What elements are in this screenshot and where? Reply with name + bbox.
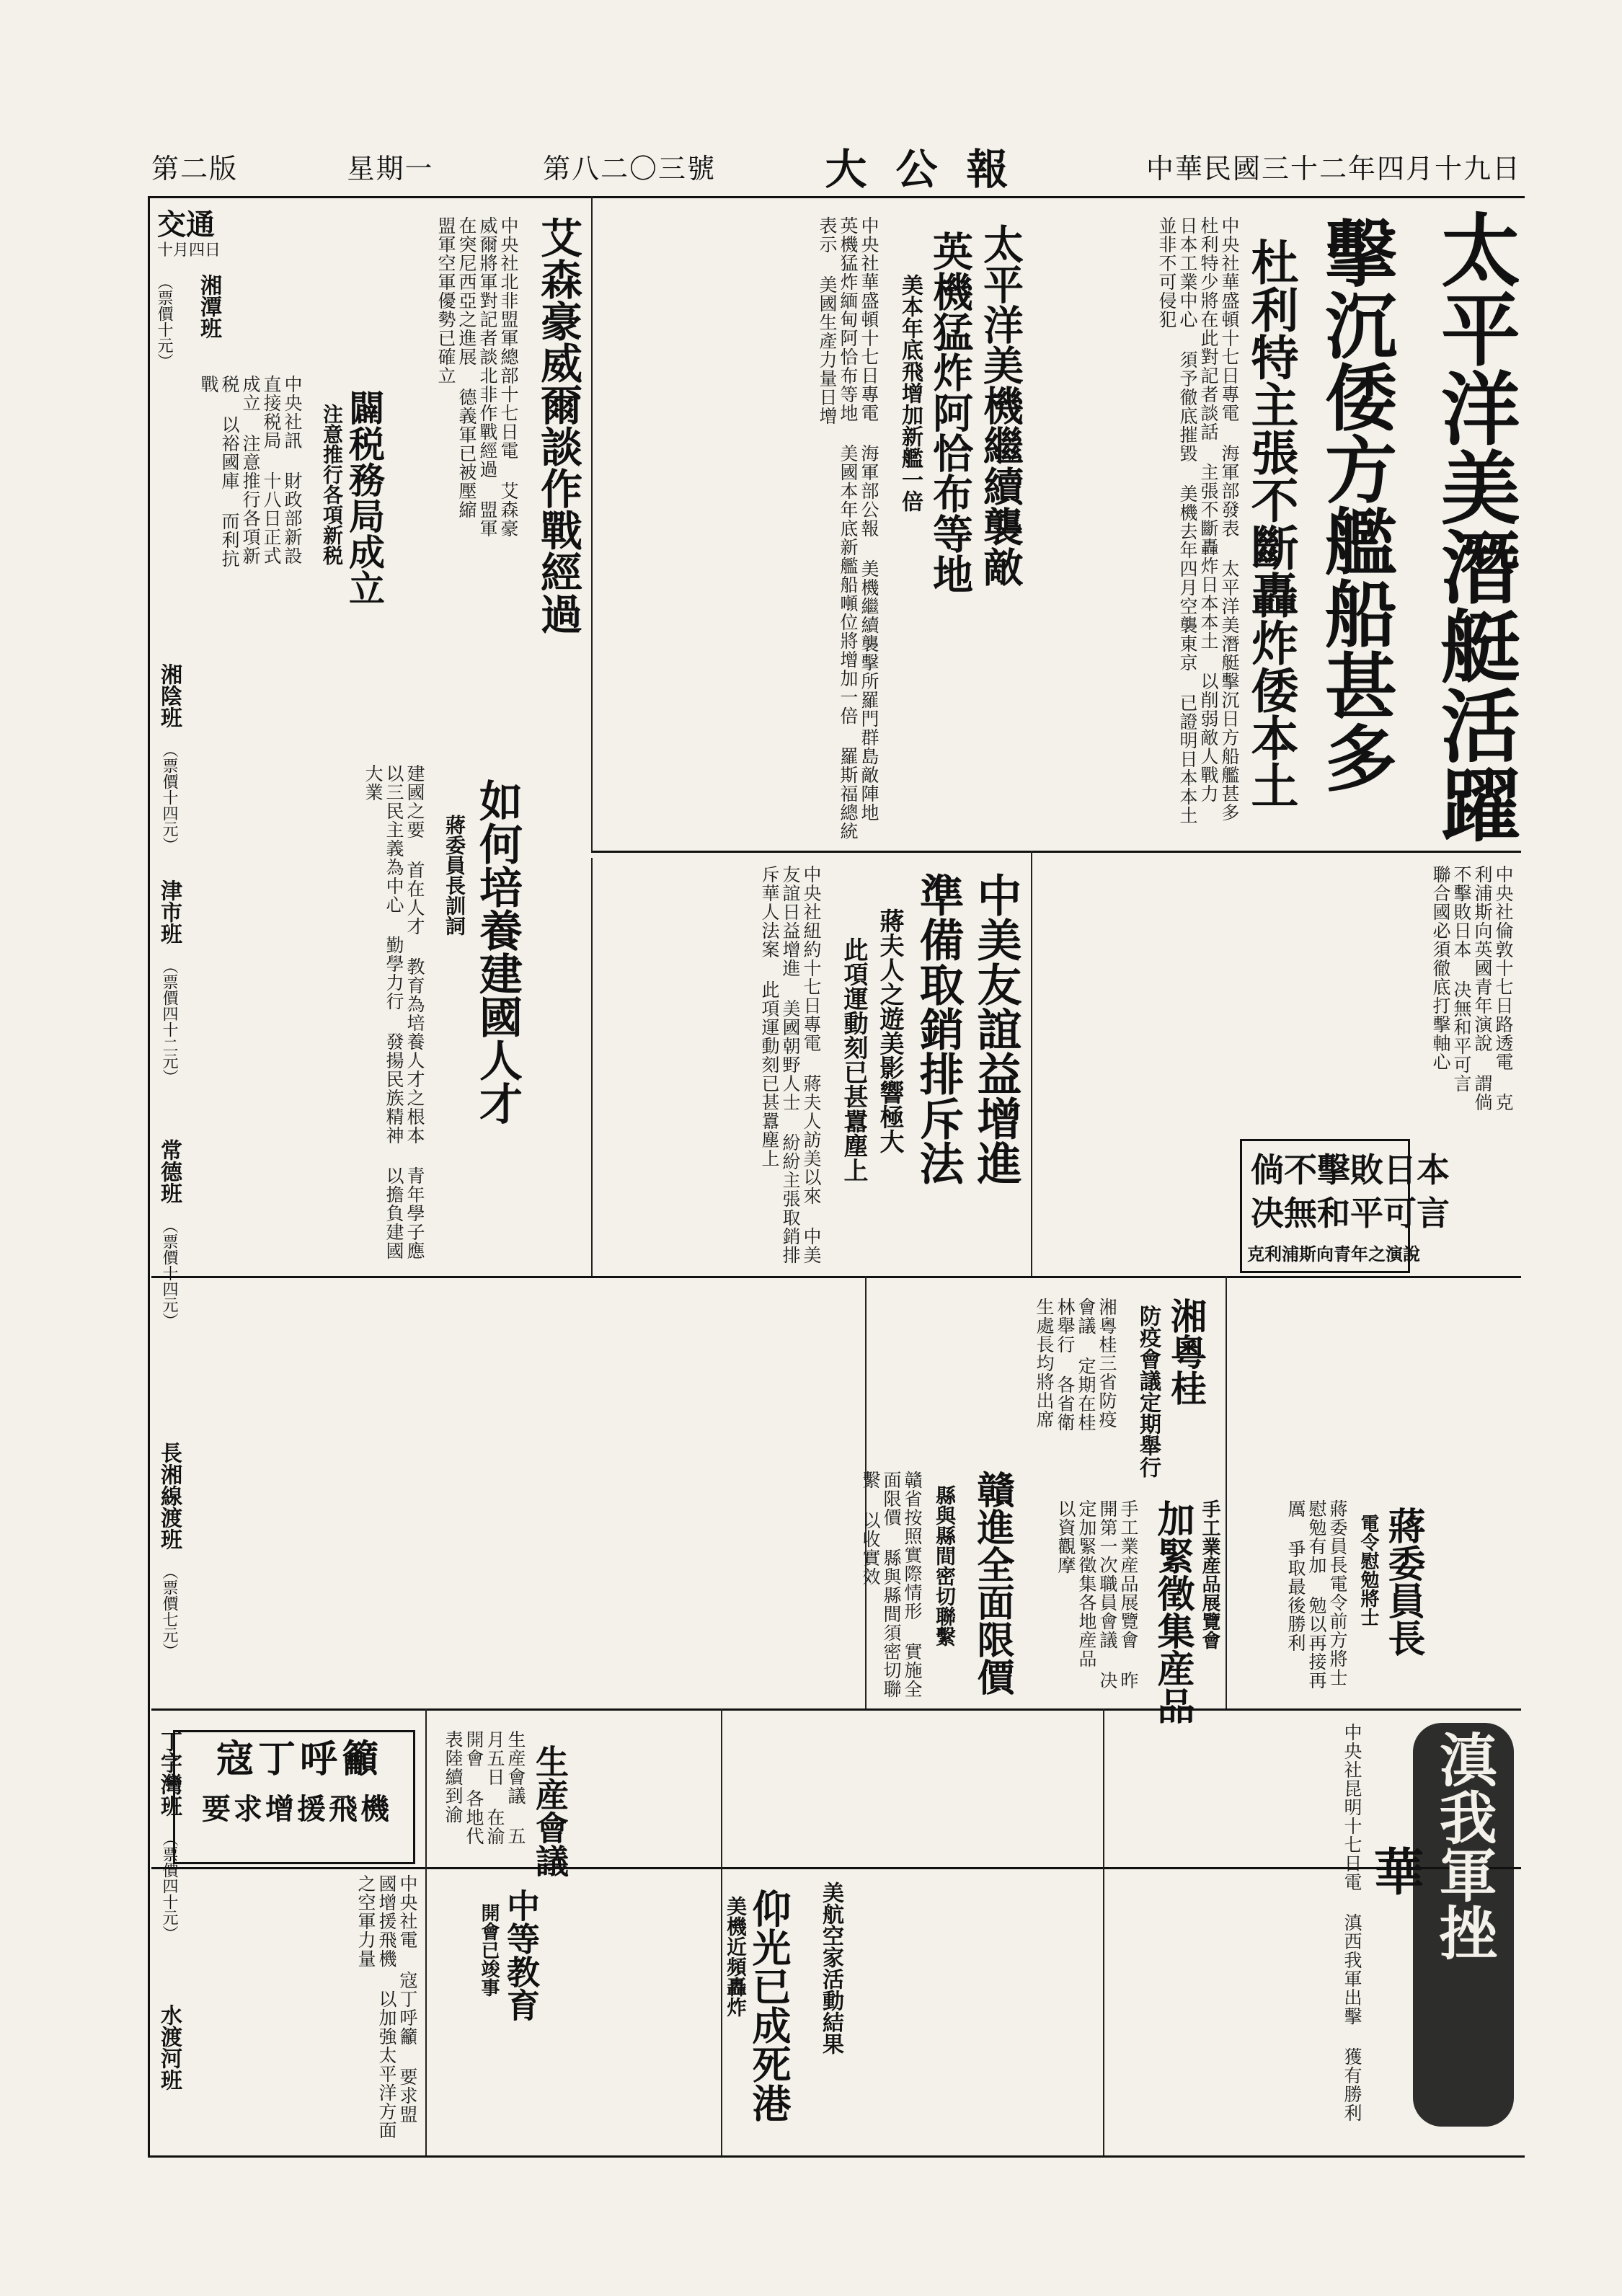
route-name: 長湘線渡班 [156,1442,182,1550]
story13-headline-1: 寇丁呼籲 [216,1737,384,1781]
story7-body: 中央社倫敦十七日路透電 克利浦斯向英國青年演說 謂倘不擊敗日本 决無和平可言 聯合國必須徹底打擊軸心 [1430,865,1514,1112]
story2-headline-1: 太平洋美機繼續襲敵 [977,223,1024,587]
left-column-tag: 交通 [157,208,215,241]
masthead-title: 大公報 [825,145,1037,194]
story10-body: 手工業産品展覽會 昨開第一次職員會議 决定加緊徵集各地産品 以資觀摩 [1055,1499,1139,1690]
story11-body: 蔣委員長電令前方將士 慰勉有加 勉以再接再厲 爭取最後勝利 [1285,1499,1348,1690]
route-name: 湘陰班 [156,663,182,728]
story16-headline: 中等教育 [502,1889,541,2021]
story9-body: 贛省按照實際情形 實施全面限價 縣與縣間須密切聯繫 以收實效 [860,1471,923,1698]
column-rule-h [425,1708,427,2155]
page-bottom-rule [148,2155,1525,2158]
story10-headline: 加緊徵集産品 [1151,1499,1195,1724]
column-rule-f [1103,1708,1104,2155]
section-rule-2 [151,1276,1521,1278]
story2-headline-2: 英機猛炸阿恰布等地 [926,231,974,594]
route-name: 湘潭班 [196,274,221,339]
story3-headline: 艾森豪威爾談作戰經過 [533,216,582,634]
story2-body: 中央社華盛頓十七日專電 海軍部公報 美機繼續襲擊所羅門群島敵陣地 英機猛炸緬甸阿恰布等地 美國本年底新艦船噸位將增加一倍 羅斯福總統表示 美國生產力量日增 [817,216,879,841]
route-item [153,1442,185,1659]
story8-subhead: 防疫會議定期舉行 [1135,1305,1161,1478]
story6-headline-1: 中美友誼益增進 [970,872,1022,1185]
story6-headline-2: 準備取銷排斥法 [912,872,965,1185]
route-note: （票價四十二元） [160,958,178,1085]
story3-body: 中央社北非盟軍總部十七日電 艾森豪威爾將軍對記者談北非作戰經過 盟軍在突尼西亞之進展 德義軍已被壓縮 盟軍空軍優勢已確立 [435,216,519,538]
masthead-date: 中華民國三十二年四月十九日 [1145,152,1521,185]
story15-subhead: 美機近頻轟炸 [724,1896,748,2017]
section-rule-1 [591,851,1521,853]
story6-body: 中央社紐約十七日專電 蔣夫人訪美以來 中美友誼日益增進 美國朝野人士 紛紛主張取銷排斥華人法案 此項運動刻已甚囂塵上 [759,865,822,1264]
route-name: 丁字灣班 [156,1730,182,1817]
masthead-issue: 第八二〇三號 [542,152,716,185]
lead-headline-2: 擊沉倭方艦船甚多 [1313,216,1398,793]
story6-subhead-2: 此項運動刻已甚囂塵上 [839,937,868,1182]
story14-headline: 生産會議 [531,1745,570,1877]
story5-subhead: 蔣委員長訓詞 [443,815,466,936]
story12-headline-1: 滇我軍挫 [1430,1730,1497,1961]
route-note: （票價十元） [155,274,173,369]
story7-headline-1: 倘不擊敗日本 [1251,1151,1450,1189]
masthead-rule [148,196,1525,198]
story12-body: 中央社昆明十七日電 滇西我軍出擊 獲有勝利 [1342,1723,1362,2122]
story9-subhead: 縣與縣間密切聯繫 [933,1485,957,1646]
story13-body: 中央社電 寇丁呼籲 要求盟國增援飛機 以加強太平洋方面之空軍力量 [355,1874,418,2140]
story12-headline-2: 華 [1365,1845,1425,1896]
column-rule-e [1226,1276,1227,1708]
route-name: 津市班 [156,879,182,944]
route-note: （票價四十元） [160,1830,178,1941]
masthead [151,137,1521,195]
story16-subhead: 開會已竣事 [478,1903,500,1997]
story4-headline: 闢税務局成立 [343,389,386,606]
lead-headline-3: 杜利特主張不斷轟炸倭本土 [1243,238,1299,809]
route-note: （票價十四元） [160,742,178,853]
story9-headline: 贛進全面限價 [970,1471,1014,1696]
story7-subhead: 克利浦斯向青年之演說 [1247,1244,1420,1264]
route-name: 常德班 [156,1139,182,1204]
section-rule-3 [151,1708,1521,1711]
story14-body: 生産會議 五月五日 在渝開會 各地代表陸續到渝 [443,1730,526,1845]
masthead-weekday: 星期一 [347,152,434,185]
route-note: （票價十四元） [160,1218,178,1329]
route-note: （票價七元） [160,1564,178,1659]
column-rule-b [591,858,593,1276]
column-rule-a [1031,851,1032,1276]
lead-headline-1: 太平洋美潛艇活躍 [1428,209,1521,843]
story11-headline: 蔣委員長 [1381,1507,1425,1657]
route-name: 水渡河班 [156,2004,182,2091]
column-rule-c [591,196,593,852]
story6-subhead-1: 蔣夫人之遊美影響極大 [875,908,904,1153]
story10-subhead: 手工業産品展覽會 [1199,1499,1220,1649]
story15-headline-2: 仰光已成死港 [746,1889,792,2122]
story15-headline-1: 美航空家活動結果 [818,1881,843,2055]
story8-headline: 湘粵桂 [1165,1298,1207,1406]
story5-headline: 如何培養建國人才 [472,779,523,1125]
masthead-edition: 第二版 [151,152,239,185]
story2-subhead: 美本年底飛增加新艦一倍 [898,274,923,512]
story5-body: 建國之要 首在人才 教育為培養人才之根本 青年學子應以三民主義為中心 勤學力行 發揚民族精神 以擔負建國大業 [363,764,425,1260]
story7-headline-2: 决無和平可言 [1251,1194,1450,1233]
story11-subhead: 電令慰勉將士 [1357,1514,1379,1626]
left-column-rule [148,196,150,2157]
story8-body: 湘粵桂三省防疫會議 定期在桂林舉行 各省衛生處長均將出席 [1034,1298,1117,1432]
left-column-date: 十月四日 [157,241,221,260]
story4-subhead: 注意推行各項新税 [320,404,344,565]
story13-headline-2: 要求增援飛機 [202,1792,392,1826]
lead-body: 中央社華盛頓十七日專電 海軍部發表 太平洋美潛艇擊沉日方船艦甚多 杜利特少將在此對記者談話 主張不斷轟炸日本本土 以削弱敵人戰力 日本工業中心 須予徹底摧毀 美機去年四月空襲東京 已證明日本本土並非不可侵犯 [1156,216,1240,825]
story4-body: 中央社訊 財政部新設直接税局 十八日正式成立 注意推行各項新税 以裕國庫 而利抗戰 [198,375,303,568]
